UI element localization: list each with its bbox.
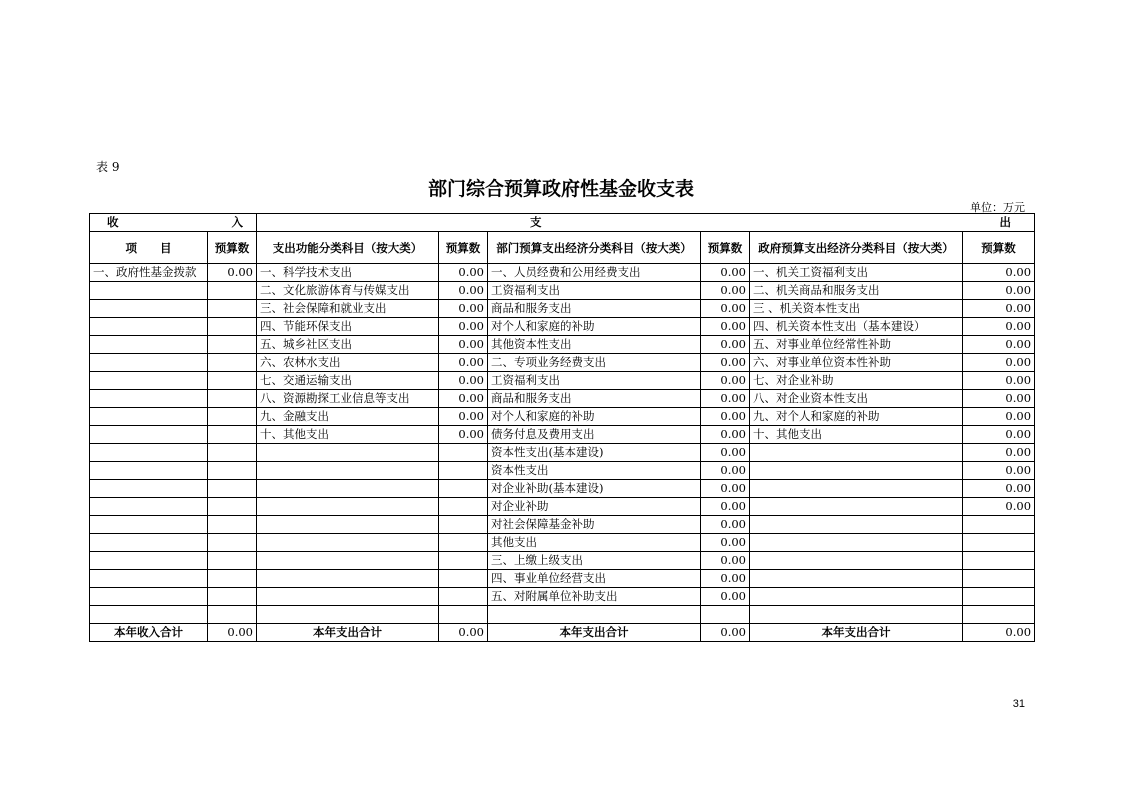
income-item-cell: [90, 408, 208, 426]
gov-item-cell: 十、其他支出: [750, 426, 963, 444]
gov-value-cell: [963, 516, 1035, 534]
dept-value-cell: [701, 606, 750, 624]
table-row: [90, 570, 1035, 588]
income-value-cell: [208, 516, 257, 534]
income-item-cell: 一、政府性基金拨款: [90, 264, 208, 282]
dept-item-cell: 对社会保障基金补助: [488, 516, 701, 534]
gov-item-cell: [750, 498, 963, 516]
income-header-right: 入: [231, 215, 243, 229]
dept-value-cell: 0.00: [701, 282, 750, 300]
income-value-cell: [208, 552, 257, 570]
func-item-cell: 八、资源勘探工业信息等支出: [257, 390, 439, 408]
table-row: [90, 444, 1035, 462]
income-value-cell: [208, 318, 257, 336]
func-value-cell: [439, 498, 488, 516]
gov-value-cell: 0.00: [963, 336, 1035, 354]
func-item-cell: [257, 534, 439, 552]
income-item-cell: [90, 588, 208, 606]
table-row: [90, 426, 1035, 444]
func-item-cell: 七、交通运输支出: [257, 372, 439, 390]
income-item-cell: [90, 300, 208, 318]
dept-value-cell: 0.00: [701, 498, 750, 516]
expense-header-right: 出: [999, 215, 1012, 229]
income-item-cell: [90, 390, 208, 408]
income-value-cell: 0.00: [208, 264, 257, 282]
dept-item-cell: [488, 606, 701, 624]
income-item-cell: [90, 462, 208, 480]
income-item-cell: [90, 336, 208, 354]
gov-item-cell: [750, 606, 963, 624]
income-value-cell: [208, 444, 257, 462]
dept-item-cell: 对个人和家庭的补助: [488, 318, 701, 336]
income-value-cell: [208, 534, 257, 552]
income-value-cell: [208, 588, 257, 606]
table-row: [90, 552, 1035, 570]
table-row: [90, 462, 1035, 480]
income-value-cell: [208, 408, 257, 426]
income-item-cell: [90, 570, 208, 588]
func-value-cell: 0.00: [439, 354, 488, 372]
income-header-left: 收: [107, 215, 119, 229]
total-gov-value: 0.00: [963, 624, 1035, 642]
gov-item-cell: [750, 516, 963, 534]
income-item-cell: [90, 498, 208, 516]
gov-value-cell: 0.00: [963, 282, 1035, 300]
func-item-cell: [257, 462, 439, 480]
page-number: 31: [1012, 698, 1025, 710]
header-row-columns: [90, 232, 1035, 264]
income-item-cell: [90, 318, 208, 336]
func-item-cell: 四、节能环保支出: [257, 318, 439, 336]
income-value-cell: [208, 606, 257, 624]
func-value-cell: [439, 516, 488, 534]
income-value-cell: [208, 354, 257, 372]
dept-item-cell: 对企业补助(基本建设): [488, 480, 701, 498]
dept-item-cell: 资本性支出(基本建设): [488, 444, 701, 462]
income-value-cell: [208, 498, 257, 516]
dept-item-cell: 债务付息及费用支出: [488, 426, 701, 444]
func-value-cell: 0.00: [439, 372, 488, 390]
income-section-header: [90, 214, 257, 232]
dept-value-cell: 0.00: [701, 570, 750, 588]
table-row: [90, 300, 1035, 318]
col-header-item: 项 目: [90, 232, 208, 264]
income-value-cell: [208, 390, 257, 408]
gov-value-cell: 0.00: [963, 444, 1035, 462]
dept-value-cell: 0.00: [701, 552, 750, 570]
gov-value-cell: 0.00: [963, 390, 1035, 408]
income-value-cell: [208, 426, 257, 444]
income-value-cell: [208, 282, 257, 300]
expense-section-header: [257, 214, 1035, 232]
gov-value-cell: 0.00: [963, 372, 1035, 390]
gov-item-cell: 一、机关工资福利支出: [750, 264, 963, 282]
total-dept-label: 本年支出合计: [488, 624, 701, 642]
income-value-cell: [208, 300, 257, 318]
col-header-gov-budget: 预算数: [963, 232, 1035, 264]
func-item-cell: 二、文化旅游体育与传媒支出: [257, 282, 439, 300]
func-value-cell: 0.00: [439, 426, 488, 444]
table-row: [90, 588, 1035, 606]
func-item-cell: [257, 552, 439, 570]
func-item-cell: 一、科学技术支出: [257, 264, 439, 282]
income-item-cell: [90, 282, 208, 300]
table-row: [90, 516, 1035, 534]
dept-item-cell: 工资福利支出: [488, 282, 701, 300]
func-value-cell: [439, 462, 488, 480]
dept-value-cell: 0.00: [701, 588, 750, 606]
dept-value-cell: 0.00: [701, 300, 750, 318]
gov-item-cell: [750, 570, 963, 588]
table-row: [90, 372, 1035, 390]
dept-value-cell: 0.00: [701, 462, 750, 480]
func-item-cell: [257, 570, 439, 588]
gov-value-cell: 0.00: [963, 462, 1035, 480]
page-title: 部门综合预算政府性基金收支表: [427, 178, 694, 200]
dept-value-cell: 0.00: [701, 372, 750, 390]
total-gov-label: 本年支出合计: [750, 624, 963, 642]
col-header-dept-budget: 预算数: [701, 232, 750, 264]
func-value-cell: 0.00: [439, 300, 488, 318]
income-item-cell: [90, 444, 208, 462]
gov-value-cell: 0.00: [963, 264, 1035, 282]
dept-value-cell: 0.00: [701, 336, 750, 354]
dept-item-cell: 其他支出: [488, 534, 701, 552]
gov-item-cell: [750, 444, 963, 462]
func-value-cell: 0.00: [439, 318, 488, 336]
gov-item-cell: 八、对企业资本性支出: [750, 390, 963, 408]
table-row: [90, 318, 1035, 336]
gov-value-cell: 0.00: [963, 408, 1035, 426]
col-header-func-budget: 预算数: [439, 232, 488, 264]
income-item-cell: [90, 534, 208, 552]
gov-value-cell: 0.00: [963, 300, 1035, 318]
income-value-cell: [208, 480, 257, 498]
gov-value-cell: [963, 552, 1035, 570]
dept-item-cell: 其他资本性支出: [488, 336, 701, 354]
gov-item-cell: 三 、机关资本性支出: [750, 300, 963, 318]
income-item-cell: [90, 552, 208, 570]
col-header-func: 支出功能分类科目（按大类）: [257, 232, 439, 264]
dept-item-cell: 五、对附属单位补助支出: [488, 588, 701, 606]
func-item-cell: 五、城乡社区支出: [257, 336, 439, 354]
income-value-cell: [208, 336, 257, 354]
total-func-label: 本年支出合计: [257, 624, 439, 642]
func-item-cell: [257, 444, 439, 462]
func-item-cell: [257, 498, 439, 516]
gov-value-cell: 0.00: [963, 426, 1035, 444]
func-item-cell: [257, 480, 439, 498]
gov-item-cell: [750, 534, 963, 552]
gov-item-cell: 七、对企业补助: [750, 372, 963, 390]
col-header-gov: 政府预算支出经济分类科目（按大类）: [750, 232, 963, 264]
gov-value-cell: [963, 588, 1035, 606]
dept-value-cell: 0.00: [701, 534, 750, 552]
dept-value-cell: 0.00: [701, 480, 750, 498]
table-row: [90, 498, 1035, 516]
table-row: [90, 606, 1035, 624]
income-value-cell: [208, 372, 257, 390]
func-value-cell: [439, 570, 488, 588]
gov-item-cell: [750, 588, 963, 606]
income-item-cell: [90, 516, 208, 534]
gov-item-cell: 九、对个人和家庭的补助: [750, 408, 963, 426]
col-header-dept: 部门预算支出经济分类科目（按大类）: [488, 232, 701, 264]
dept-item-cell: 资本性支出: [488, 462, 701, 480]
gov-item-cell: 六、对事业单位资本性补助: [750, 354, 963, 372]
gov-value-cell: 0.00: [963, 318, 1035, 336]
func-value-cell: [439, 444, 488, 462]
dept-value-cell: 0.00: [701, 516, 750, 534]
table-row: [90, 480, 1035, 498]
gov-item-cell: [750, 480, 963, 498]
func-value-cell: [439, 588, 488, 606]
header-row-sections: [90, 214, 1035, 232]
func-item-cell: 六、农林水支出: [257, 354, 439, 372]
income-value-cell: [208, 462, 257, 480]
func-value-cell: 0.00: [439, 282, 488, 300]
func-item-cell: [257, 606, 439, 624]
table-row: [90, 354, 1035, 372]
col-header-budget: 预算数: [208, 232, 257, 264]
unit-label: 单位：万元: [970, 201, 1025, 214]
total-income-value: 0.00: [208, 624, 257, 642]
income-item-cell: [90, 372, 208, 390]
func-value-cell: 0.00: [439, 264, 488, 282]
table-row: [90, 408, 1035, 426]
dept-item-cell: 对个人和家庭的补助: [488, 408, 701, 426]
func-item-cell: 九、金融支出: [257, 408, 439, 426]
func-value-cell: 0.00: [439, 336, 488, 354]
table-row: [90, 282, 1035, 300]
gov-value-cell: [963, 534, 1035, 552]
func-value-cell: 0.00: [439, 390, 488, 408]
dept-value-cell: 0.00: [701, 444, 750, 462]
dept-item-cell: 三、上缴上级支出: [488, 552, 701, 570]
func-item-cell: [257, 516, 439, 534]
income-item-cell: [90, 354, 208, 372]
income-item-cell: [90, 426, 208, 444]
gov-item-cell: 五、对事业单位经常性补助: [750, 336, 963, 354]
dept-item-cell: 对企业补助: [488, 498, 701, 516]
func-item-cell: 三、社会保障和就业支出: [257, 300, 439, 318]
dept-item-cell: 工资福利支出: [488, 372, 701, 390]
table-row: [90, 264, 1035, 282]
dept-value-cell: 0.00: [701, 318, 750, 336]
dept-item-cell: 商品和服务支出: [488, 390, 701, 408]
func-item-cell: [257, 588, 439, 606]
dept-item-cell: 二、专项业务经费支出: [488, 354, 701, 372]
income-item-cell: [90, 480, 208, 498]
gov-item-cell: [750, 552, 963, 570]
dept-value-cell: 0.00: [701, 408, 750, 426]
total-income-label: 本年收入合计: [90, 624, 208, 642]
func-value-cell: [439, 480, 488, 498]
table-row: [90, 336, 1035, 354]
dept-value-cell: 0.00: [701, 264, 750, 282]
gov-value-cell: [963, 570, 1035, 588]
income-value-cell: [208, 570, 257, 588]
table-row: [90, 534, 1035, 552]
dept-item-cell: 一、人员经费和公用经费支出: [488, 264, 701, 282]
gov-value-cell: 0.00: [963, 480, 1035, 498]
gov-value-cell: [963, 606, 1035, 624]
table-number: 表 9: [96, 160, 120, 174]
gov-item-cell: 四、机关资本性支出（基本建设）: [750, 318, 963, 336]
total-dept-value: 0.00: [701, 624, 750, 642]
gov-value-cell: 0.00: [963, 498, 1035, 516]
func-value-cell: [439, 534, 488, 552]
gov-value-cell: 0.00: [963, 354, 1035, 372]
gov-item-cell: [750, 462, 963, 480]
func-item-cell: 十、其他支出: [257, 426, 439, 444]
func-value-cell: 0.00: [439, 408, 488, 426]
income-item-cell: [90, 606, 208, 624]
func-value-cell: [439, 606, 488, 624]
budget-table: [89, 213, 1035, 642]
expense-header-left: 支: [530, 215, 542, 229]
totals-row: [90, 624, 1035, 642]
dept-item-cell: 四、事业单位经营支出: [488, 570, 701, 588]
table-row: [90, 390, 1035, 408]
total-func-value: 0.00: [439, 624, 488, 642]
dept-item-cell: 商品和服务支出: [488, 300, 701, 318]
dept-value-cell: 0.00: [701, 426, 750, 444]
dept-value-cell: 0.00: [701, 354, 750, 372]
gov-item-cell: 二、机关商品和服务支出: [750, 282, 963, 300]
dept-value-cell: 0.00: [701, 390, 750, 408]
func-value-cell: [439, 552, 488, 570]
